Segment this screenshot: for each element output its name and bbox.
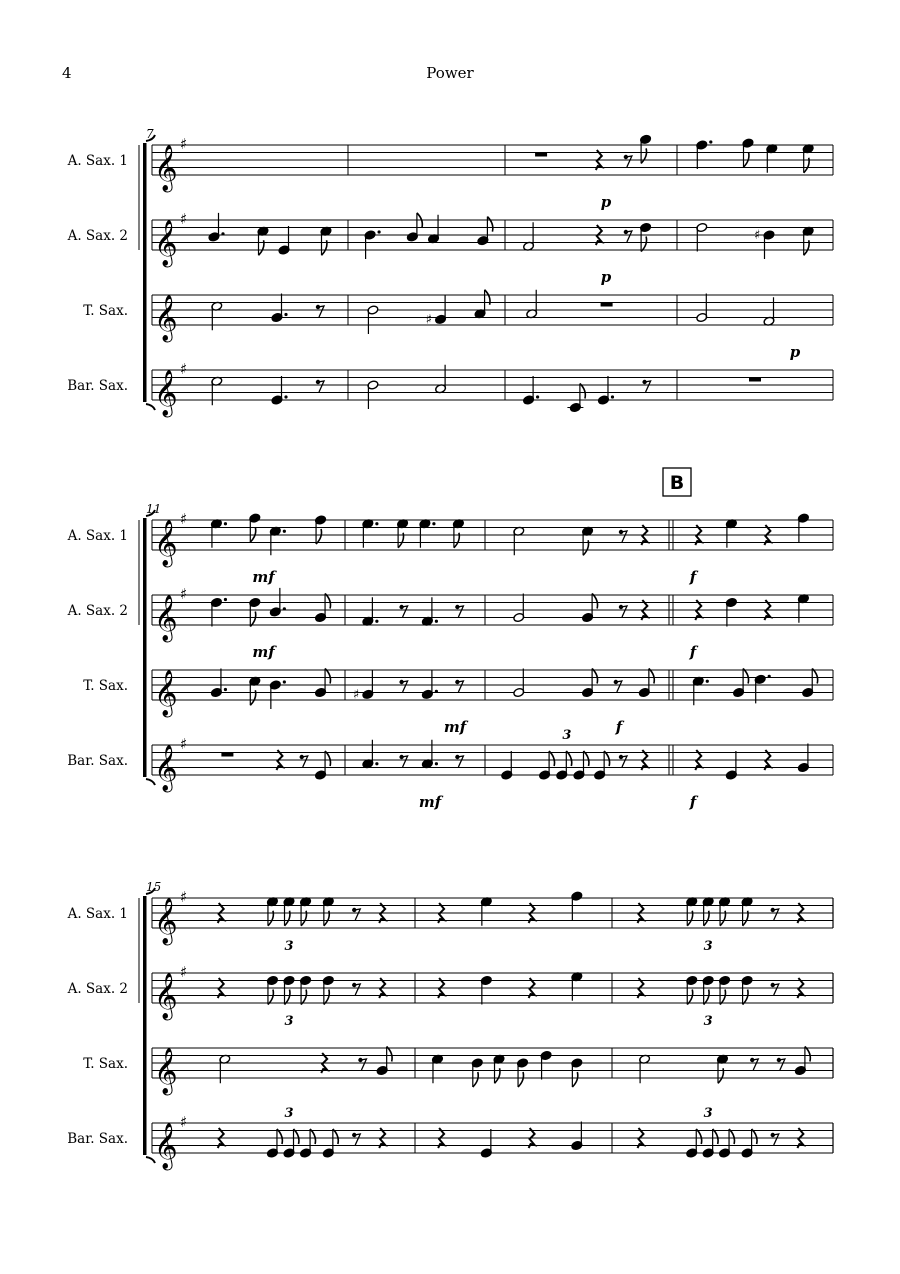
treble-clef-icon: 𝄞: [154, 595, 178, 641]
dynamic-marking: mf: [443, 718, 467, 736]
note-flag: [333, 1129, 338, 1144]
tuplet-number: 3: [703, 939, 713, 954]
dynamic-marking: f: [615, 718, 623, 736]
note-flag: [316, 529, 321, 544]
note-flag: [713, 1129, 718, 1144]
treble-clef-icon: 𝄞: [154, 145, 178, 191]
staff-a-sax-2: [67, 963, 833, 1021]
note-flag: [704, 990, 709, 1005]
augmentation-dot: [435, 620, 438, 623]
note-flag: [641, 148, 646, 163]
sharp-sign: ♯: [754, 228, 761, 243]
note-flag: [805, 1047, 810, 1062]
treble-clef-icon: 𝄞: [154, 973, 178, 1019]
tuplet-number: 3: [284, 1106, 294, 1121]
augmentation-dot: [284, 313, 287, 316]
note-flag: [566, 751, 571, 766]
augmentation-dot: [432, 522, 435, 525]
note-flag: [277, 1129, 282, 1144]
measure-number: 7: [146, 127, 154, 141]
dynamic-marking: p: [600, 193, 612, 211]
instrument-label: A. Sax. 2: [67, 228, 128, 244]
augmentation-dot: [224, 522, 227, 525]
key-signature-sharp: ♯: [180, 135, 188, 153]
staff-t-sax-: [83, 1047, 833, 1097]
note-flag: [649, 669, 654, 684]
tuplet-number: 3: [284, 1014, 294, 1029]
dynamic-marking: mf: [418, 793, 442, 811]
instrument-label: A. Sax. 1: [67, 153, 128, 169]
treble-clef-icon: 𝄞: [154, 220, 178, 266]
instrument-label: Bar. Sax.: [67, 753, 128, 769]
note-flag: [268, 990, 273, 1005]
staff-a-sax-1: [67, 510, 833, 568]
system-bracket: [143, 143, 147, 402]
note-flag: [743, 669, 748, 684]
note-flag: [743, 990, 748, 1005]
system-2: [67, 468, 833, 811]
key-signature-sharp: ♯: [180, 210, 188, 228]
treble-clef-icon: 𝄞: [154, 745, 178, 791]
augmentation-dot: [224, 688, 227, 691]
dynamic-marking: f: [689, 793, 697, 811]
treble-clef-icon: 𝄞: [154, 520, 178, 566]
note-flag: [487, 217, 492, 232]
augmentation-dot: [221, 232, 224, 235]
augmentation-dot: [375, 762, 378, 765]
note-flag: [324, 990, 329, 1005]
note-flag: [294, 1129, 299, 1144]
dynamic-marking: p: [789, 343, 801, 361]
note-flag: [720, 990, 725, 1005]
note-flag: [518, 1072, 523, 1087]
dynamic-marking: mf: [252, 568, 275, 586]
staff-bar-sax-: [67, 735, 833, 793]
treble-clef-icon: 𝄞: [154, 1048, 178, 1094]
note-flag: [641, 237, 646, 252]
augmentation-dot: [378, 230, 381, 233]
key-signature-sharp: ♯: [180, 360, 188, 378]
measure-number: 11: [146, 502, 162, 516]
key-signature-sharp: ♯: [180, 963, 188, 981]
key-signature-sharp: ♯: [180, 888, 188, 906]
note-flag: [696, 1129, 701, 1144]
treble-clef-icon: 𝄞: [154, 295, 178, 341]
treble-clef-icon: 𝄞: [154, 370, 178, 416]
note-flag: [285, 990, 290, 1005]
system-bracket: [143, 518, 147, 777]
staff-a-sax-1: [67, 888, 833, 946]
sharp-sign: ♯: [425, 312, 432, 328]
augmentation-dot: [224, 598, 227, 601]
note-flag: [325, 594, 330, 609]
instrument-label: A. Sax. 1: [67, 528, 128, 544]
augmentation-dot: [375, 522, 378, 525]
treble-clef-icon: 𝄞: [154, 1123, 178, 1169]
staff-a-sax-2: [67, 585, 833, 643]
note-flag: [584, 751, 589, 766]
sharp-sign: ♯: [352, 687, 360, 703]
staff-a-sax-2: [67, 210, 833, 268]
instrument-label: Bar. Sax.: [67, 378, 128, 394]
instrument-label: T. Sax.: [83, 678, 128, 694]
dynamic-marking: p: [600, 268, 612, 286]
instrument-label: Bar. Sax.: [67, 1131, 128, 1147]
note-flag: [580, 384, 585, 399]
augmentation-dot: [284, 395, 287, 398]
note-flag: [812, 669, 817, 684]
tuplet-number: 3: [703, 1014, 713, 1029]
note-flag: [592, 594, 597, 609]
note-flag: [604, 751, 609, 766]
key-signature-sharp: ♯: [180, 1113, 188, 1131]
augmentation-dot: [536, 395, 539, 398]
staff-bar-sax-: [67, 1113, 833, 1171]
augmentation-dot: [283, 680, 286, 683]
note-flag: [729, 1129, 734, 1144]
page-number: 4: [62, 64, 72, 82]
note-flag: [752, 1129, 757, 1144]
treble-clef-icon: 𝄞: [154, 670, 178, 716]
measure-number: 15: [146, 880, 162, 894]
half-rest: [535, 153, 547, 157]
key-signature-sharp: ♯: [180, 510, 188, 528]
tuplet-number: 3: [703, 1106, 713, 1121]
treble-clef-icon: 𝄞: [154, 898, 178, 944]
half-rest: [749, 378, 761, 382]
augmentation-dot: [435, 690, 438, 693]
tuplet-number: 3: [284, 939, 294, 954]
system-1: [67, 127, 833, 418]
staff-t-sax-: [83, 290, 833, 343]
augmentation-dot: [283, 607, 286, 610]
instrument-label: T. Sax.: [83, 303, 128, 319]
note-flag: [325, 669, 330, 684]
note-flag: [473, 1072, 478, 1087]
augmentation-dot: [375, 620, 378, 623]
key-signature-sharp: ♯: [180, 585, 188, 603]
note-flag: [549, 751, 554, 766]
note-flag: [325, 751, 330, 766]
staff-t-sax-: [83, 669, 833, 719]
augmentation-dot: [709, 140, 712, 143]
tuplet-number: 3: [562, 728, 572, 743]
dynamic-marking: f: [689, 643, 697, 661]
augmentation-dot: [611, 395, 614, 398]
instrument-label: A. Sax. 1: [67, 906, 128, 922]
augmentation-dot: [283, 530, 286, 533]
note-flag: [301, 990, 306, 1005]
staff-bar-sax-: [67, 360, 833, 418]
note-flag: [592, 669, 597, 684]
note-flag: [387, 1047, 392, 1062]
half-rest: [601, 303, 613, 307]
staff-a-sax-1: [67, 134, 833, 193]
system-3: [67, 880, 833, 1171]
note-flag: [310, 1129, 315, 1144]
system-bracket: [143, 896, 147, 1155]
augmentation-dot: [706, 680, 709, 683]
dynamic-marking: mf: [252, 643, 275, 661]
note-flag: [250, 612, 255, 627]
note-flag: [572, 1072, 577, 1087]
rehearsal-mark: B: [669, 472, 685, 494]
augmentation-dot: [768, 675, 771, 678]
half-rest: [221, 753, 233, 757]
instrument-label: A. Sax. 2: [67, 603, 128, 619]
dynamic-marking: f: [689, 568, 697, 586]
instrument-label: A. Sax. 2: [67, 981, 128, 997]
page-title: Power: [426, 64, 474, 82]
key-signature-sharp: ♯: [180, 735, 188, 753]
note-flag: [687, 990, 692, 1005]
instrument-label: T. Sax.: [83, 1056, 128, 1072]
augmentation-dot: [435, 762, 438, 765]
